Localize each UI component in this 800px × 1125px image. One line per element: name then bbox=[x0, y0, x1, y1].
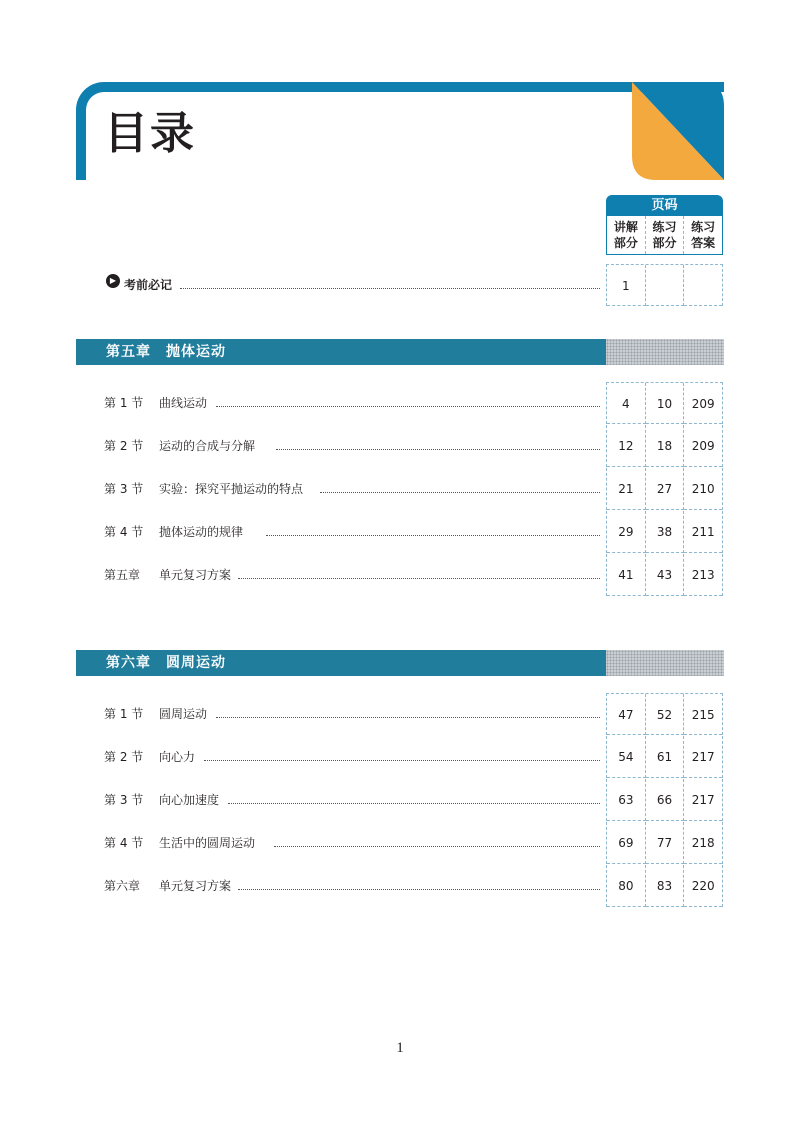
page-cells bbox=[606, 264, 723, 306]
page-practice: 52 bbox=[646, 694, 685, 735]
toc-item-label bbox=[104, 566, 231, 583]
toc-item-label bbox=[104, 834, 255, 851]
page-answers: 217 bbox=[684, 736, 722, 778]
toc-item[interactable] bbox=[76, 511, 724, 551]
page-lecture: 63 bbox=[607, 779, 646, 821]
toc-item[interactable] bbox=[76, 779, 724, 819]
page-answers: 213 bbox=[684, 554, 722, 596]
section-number: 第 1 节 bbox=[104, 707, 144, 721]
leader-dots bbox=[216, 406, 600, 407]
toc-item-pre[interactable] bbox=[76, 264, 724, 304]
page-lecture: 4 bbox=[607, 383, 646, 424]
page-practice: 10 bbox=[646, 383, 685, 424]
toc-item-label bbox=[104, 748, 195, 765]
toc-item[interactable] bbox=[76, 865, 724, 905]
column-answers: 练习 答案 bbox=[691, 220, 716, 250]
chapter-banner-5 bbox=[76, 339, 724, 365]
page-cells bbox=[606, 736, 723, 778]
page-cells bbox=[606, 693, 723, 735]
section-name: 向心加速度 bbox=[159, 793, 220, 807]
page-cells bbox=[606, 425, 723, 467]
column-practice: 练习 部分 bbox=[646, 216, 685, 254]
section-name: 单元复习方案 bbox=[159, 568, 232, 582]
section-number: 第 1 节 bbox=[104, 396, 144, 410]
page-answers bbox=[684, 265, 722, 306]
page-cells bbox=[606, 779, 723, 821]
toc-item-label bbox=[104, 437, 255, 454]
toc-item[interactable] bbox=[76, 468, 724, 508]
leader-dots bbox=[216, 717, 600, 718]
page-practice bbox=[646, 265, 685, 306]
page-cells bbox=[606, 554, 723, 596]
page-cells bbox=[606, 511, 723, 553]
page-answers: 209 bbox=[684, 425, 722, 467]
leader-dots bbox=[180, 288, 600, 289]
page-answers: 220 bbox=[684, 865, 722, 907]
page-lecture: 80 bbox=[607, 865, 646, 907]
toc-item-label bbox=[104, 791, 219, 808]
toc-item-label bbox=[104, 705, 207, 722]
corner-decoration bbox=[632, 82, 724, 180]
section-number: 第五章 bbox=[104, 568, 141, 582]
toc-item[interactable] bbox=[76, 693, 724, 733]
section-number: 第 3 节 bbox=[104, 793, 144, 807]
toc-item[interactable] bbox=[76, 425, 724, 465]
leader-dots bbox=[238, 578, 600, 579]
leader-dots bbox=[204, 760, 600, 761]
play-arrow-icon: ▶ bbox=[106, 274, 120, 288]
section-name: 单元复习方案 bbox=[159, 879, 232, 893]
toc-item-label bbox=[104, 877, 231, 894]
page-number-title: 页码 bbox=[607, 196, 722, 216]
leader-dots bbox=[266, 535, 600, 536]
banner-pattern bbox=[606, 650, 724, 676]
page-practice: 27 bbox=[646, 468, 685, 510]
section-name: 运动的合成与分解 bbox=[159, 439, 256, 453]
section-name: 抛体运动的规律 bbox=[159, 525, 244, 539]
toc-item[interactable] bbox=[76, 554, 724, 594]
toc-item-label bbox=[104, 394, 207, 411]
leader-dots bbox=[228, 803, 600, 804]
section-name: 圆周运动 bbox=[159, 707, 208, 721]
toc-item-label bbox=[104, 523, 243, 540]
page-answers: 215 bbox=[684, 694, 722, 735]
page-answers: 209 bbox=[684, 383, 722, 424]
page-practice: 38 bbox=[646, 511, 685, 553]
toc-item-label bbox=[104, 480, 303, 497]
page-lecture: 69 bbox=[607, 822, 646, 864]
toc-item[interactable] bbox=[76, 822, 724, 862]
chapter-banner-6 bbox=[76, 650, 724, 676]
page-lecture: 41 bbox=[607, 554, 646, 596]
page-practice: 61 bbox=[646, 736, 685, 778]
page-lecture: 54 bbox=[607, 736, 646, 778]
column-lecture: 讲解 部分 bbox=[607, 216, 646, 254]
section-number: 第 4 节 bbox=[104, 525, 144, 539]
page-cells bbox=[606, 822, 723, 864]
leader-dots bbox=[238, 889, 600, 890]
section-number: 第 2 节 bbox=[104, 750, 144, 764]
page-cells bbox=[606, 468, 723, 510]
section-number: 第六章 bbox=[104, 879, 141, 893]
page-lecture: 47 bbox=[607, 694, 646, 735]
toc-item-label: 考前必记 bbox=[124, 278, 173, 292]
chapter-title: 第六章 圆周运动 bbox=[76, 650, 606, 676]
page-number-header bbox=[606, 195, 723, 255]
section-name: 向心力 bbox=[159, 750, 196, 764]
page-answers: 217 bbox=[684, 779, 722, 821]
page-practice: 43 bbox=[646, 554, 685, 596]
leader-dots bbox=[276, 449, 600, 450]
page-cells bbox=[606, 382, 723, 424]
page-practice: 83 bbox=[646, 865, 685, 907]
page-practice: 77 bbox=[646, 822, 685, 864]
section-number: 第 4 节 bbox=[104, 836, 144, 850]
page-answers: 218 bbox=[684, 822, 722, 864]
page-practice: 18 bbox=[646, 425, 685, 467]
page-cells bbox=[606, 865, 723, 907]
page-practice: 66 bbox=[646, 779, 685, 821]
banner-pattern bbox=[606, 339, 724, 365]
page-answers: 211 bbox=[684, 511, 722, 553]
page-lecture: 29 bbox=[607, 511, 646, 553]
page-answers: 210 bbox=[684, 468, 722, 510]
toc-item[interactable] bbox=[76, 736, 724, 776]
toc-item[interactable] bbox=[76, 382, 724, 422]
page-title: 目录 bbox=[104, 108, 196, 159]
chapter-title: 第五章 抛体运动 bbox=[76, 339, 606, 365]
page-lecture: 12 bbox=[607, 425, 646, 467]
leader-dots bbox=[274, 846, 600, 847]
leader-dots bbox=[320, 492, 600, 493]
section-name: 曲线运动 bbox=[159, 396, 208, 410]
section-name: 实验：探究平抛运动的特点 bbox=[159, 482, 304, 496]
section-number: 第 3 节 bbox=[104, 482, 144, 496]
section-number: 第 2 节 bbox=[104, 439, 144, 453]
page-number: 1 bbox=[396, 1040, 404, 1056]
page-lecture: 1 bbox=[607, 265, 646, 306]
section-name: 生活中的圆周运动 bbox=[159, 836, 256, 850]
page-lecture: 21 bbox=[607, 468, 646, 510]
